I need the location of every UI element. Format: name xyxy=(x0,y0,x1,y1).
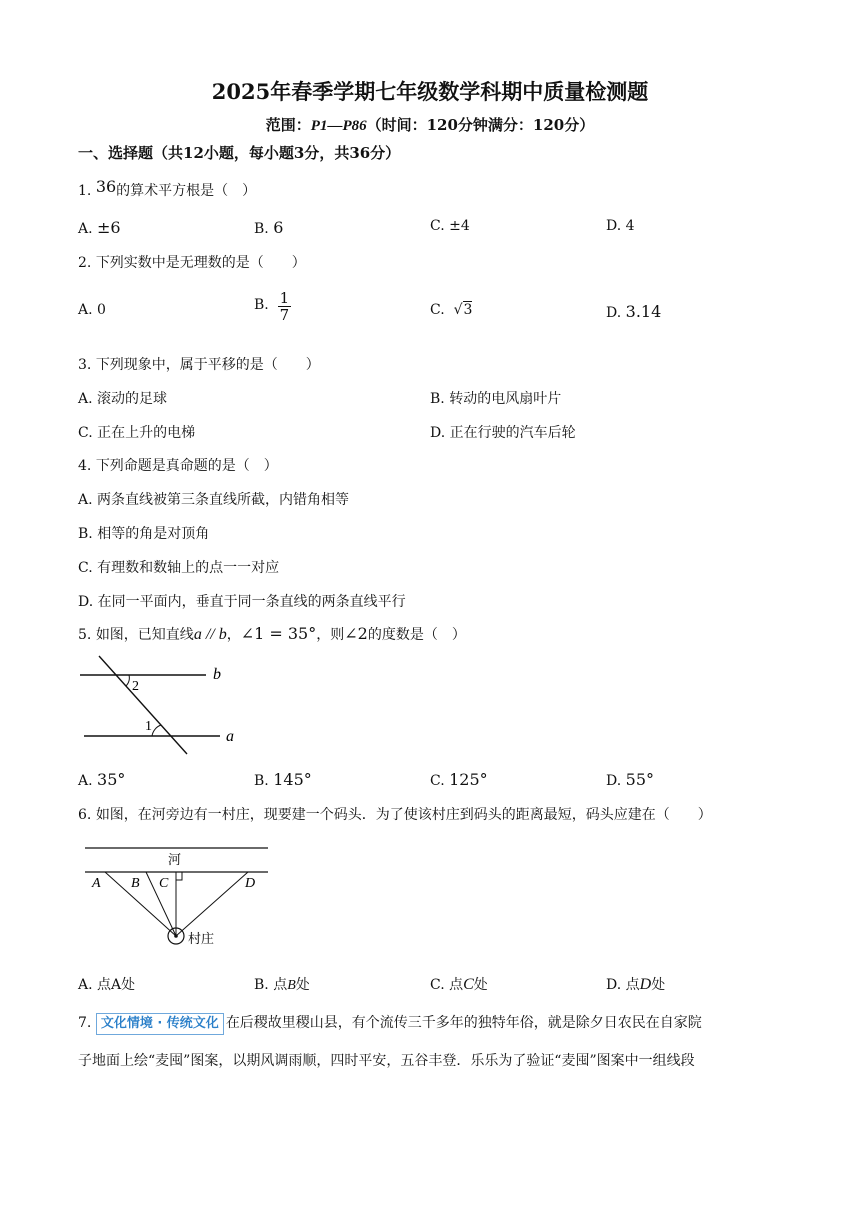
question-text: 下列现象中，属于平移的是（ ） xyxy=(95,357,320,373)
question-math: a // b xyxy=(193,626,227,643)
option-a[interactable] xyxy=(78,218,121,237)
option-c[interactable] xyxy=(430,218,470,234)
option-text: C. 点 xyxy=(430,977,464,993)
section-heading: 一、选择题（共12小题，每小题3分，共36分） xyxy=(78,144,401,162)
option-text: 处 xyxy=(295,977,310,993)
question-6 xyxy=(78,804,712,824)
option-a[interactable]: A. 滚动的足球 xyxy=(78,391,168,407)
option-letter: C. xyxy=(430,218,445,234)
question-text: 下列实数中是无理数的是（ ） xyxy=(95,255,306,271)
river-label: 河 xyxy=(168,852,182,867)
denominator: 7 xyxy=(279,306,290,324)
question-4 xyxy=(78,455,278,475)
question-text: 如图，在河旁边有一村庄，现要建一个码头．为了使该村庄到码头的距离最短，码头应建在（ ） xyxy=(95,807,712,823)
page-title: 2025年春季学期七年级数学科期中质量检测题 xyxy=(211,79,649,104)
question-text: 如图，已知直线 xyxy=(95,627,194,643)
village-point xyxy=(174,934,178,938)
option-d[interactable]: D. 在同一平面内，垂直于同一条直线的两条直线平行 xyxy=(78,594,406,610)
option-text: 处 xyxy=(473,977,488,993)
right-angle-mark xyxy=(176,872,182,880)
option-d[interactable] xyxy=(606,770,654,789)
option-value: 55° xyxy=(625,770,654,789)
question-text: 下列命题是真命题的是（ ） xyxy=(95,458,278,474)
option-text: 处 xyxy=(651,977,666,993)
option-c[interactable]: C. 正在上升的电梯 xyxy=(78,425,196,441)
option-d[interactable] xyxy=(606,218,635,234)
numerator: 1 xyxy=(279,289,290,307)
option-value: 3.14 xyxy=(625,302,662,321)
option-c[interactable] xyxy=(430,302,472,318)
option-letter: C. xyxy=(430,773,445,789)
question-number: 7. xyxy=(78,1015,92,1031)
question-1 xyxy=(78,177,257,200)
option-b[interactable]: B. 相等的角是对顶角 xyxy=(78,526,210,542)
option-text: B. 点 xyxy=(254,977,288,993)
context-tag: 文化情境 · 传统文化 xyxy=(96,1013,224,1035)
option-letter: D. xyxy=(606,305,622,321)
point-a-label: A xyxy=(92,876,101,891)
option-c[interactable] xyxy=(430,770,488,789)
point-d-label: D xyxy=(245,876,256,891)
option-letter: C. xyxy=(430,302,445,318)
question-number: 1. xyxy=(78,183,92,199)
question-7-continued: 子地面上绘“麦囤”图案，以期风调雨顺，四时平安，五谷丰登．乐乐为了验证“麦囤”图案中一组线段 xyxy=(78,1053,695,1069)
parallel-lines-figure xyxy=(70,648,260,760)
option-c[interactable] xyxy=(430,974,488,994)
option-letter: B. xyxy=(254,296,269,313)
question-math: ∠2 xyxy=(344,624,368,643)
option-a[interactable]: A. 点A处 xyxy=(78,977,136,993)
question-text: 在后稷故里稷山县，有个流传三千多年的独特年俗，就是除夕日农民在自家院 xyxy=(225,1015,702,1031)
option-d[interactable] xyxy=(606,302,661,321)
option-value: 35° xyxy=(97,770,126,789)
option-letter: A. xyxy=(78,221,93,237)
range-value: P1—P86 xyxy=(310,118,367,134)
option-letter: B. xyxy=(254,221,269,237)
option-a[interactable]: A. 两条直线被第三条直线所截，内错角相等 xyxy=(78,492,350,508)
point-c-label: C xyxy=(159,876,169,891)
option-b[interactable] xyxy=(254,770,312,789)
option-text: D. 点 xyxy=(606,977,640,993)
option-d[interactable] xyxy=(606,974,665,994)
question-math: 36 xyxy=(95,177,117,196)
radicand: 3 xyxy=(463,302,473,318)
village-label: 村庄 xyxy=(188,931,215,946)
fraction-one-seventh xyxy=(278,290,292,323)
question-2 xyxy=(78,252,306,272)
option-value: 145° xyxy=(273,770,312,789)
question-text: ， xyxy=(226,627,241,643)
option-value: 125° xyxy=(449,770,488,789)
question-number: 2. xyxy=(78,255,92,271)
option-point: C xyxy=(463,976,474,993)
option-value: ±4 xyxy=(449,218,470,234)
question-5 xyxy=(78,624,466,644)
question-number: 5. xyxy=(78,627,92,643)
angle-1-arc xyxy=(152,725,161,736)
question-text: 的度数是（ ） xyxy=(367,627,466,643)
segment-d xyxy=(176,872,248,936)
range-label: 范围： xyxy=(265,116,311,134)
line-b-label: b xyxy=(213,666,221,683)
angle-1-label: 1 xyxy=(145,719,152,734)
point-b-label: B xyxy=(131,876,140,891)
angle-2-label: 2 xyxy=(132,679,139,694)
exam-range xyxy=(0,114,860,135)
question-3 xyxy=(78,354,320,374)
river-village-figure xyxy=(80,842,280,952)
option-letter: B. xyxy=(254,773,269,789)
option-letter: A. xyxy=(78,773,93,789)
option-b[interactable]: B. 转动的电风扇叶片 xyxy=(430,391,562,407)
question-text: 的算术平方根是（ ） xyxy=(116,183,257,199)
option-d[interactable]: D. 正在行驶的汽车后轮 xyxy=(430,425,576,441)
question-number: 4. xyxy=(78,458,92,474)
question-number: 6. xyxy=(78,807,92,823)
question-math: ∠1 = 35° xyxy=(240,624,317,643)
line-a-label: a xyxy=(226,728,234,745)
option-b[interactable] xyxy=(254,290,291,323)
option-a[interactable] xyxy=(78,770,125,789)
option-value: 4 xyxy=(625,218,635,234)
sqrt-expression: √3 xyxy=(453,302,473,318)
option-point: B xyxy=(287,978,296,993)
option-point: D xyxy=(639,976,652,993)
question-text: ，则 xyxy=(316,627,345,643)
option-c[interactable]: C. 有理数和数轴上的点一一对应 xyxy=(78,560,280,576)
option-letter: D. xyxy=(606,773,622,789)
option-value: ±6 xyxy=(97,218,121,237)
question-7 xyxy=(78,1012,702,1035)
range-rest: （时间：120分钟满分：120分） xyxy=(366,116,595,134)
option-b[interactable] xyxy=(254,218,283,237)
option-a[interactable]: A. 0 xyxy=(78,302,106,318)
option-b[interactable] xyxy=(254,974,310,994)
transversal-line xyxy=(99,656,187,754)
question-number: 3. xyxy=(78,357,92,373)
option-value: 6 xyxy=(273,218,284,237)
angle-2-arc xyxy=(126,675,129,686)
option-letter: D. xyxy=(606,218,622,234)
